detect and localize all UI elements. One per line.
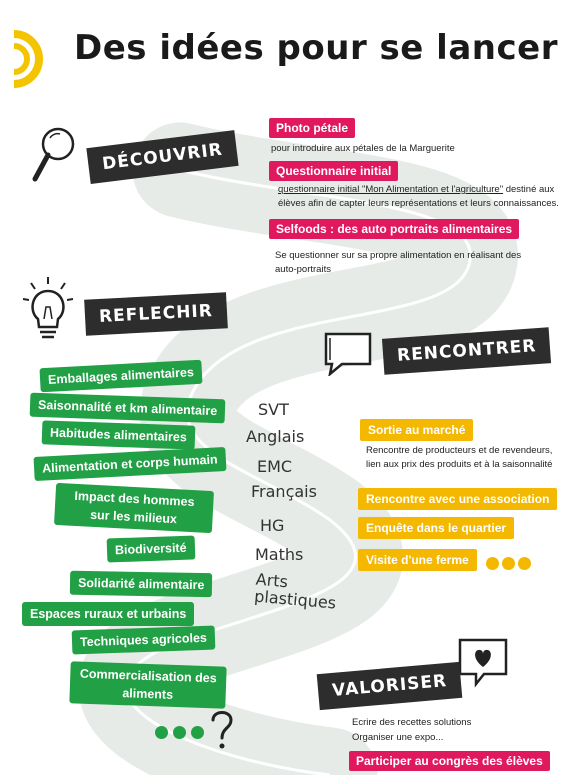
enquete-label: Enquête dans le quartier (358, 517, 514, 539)
more-dots-yellow (486, 557, 531, 575)
subject-francais: Français (251, 482, 317, 501)
subject-emc: EMC (257, 457, 293, 476)
selfoods-label: Selfoods : des auto portraits alimentaires (269, 219, 519, 239)
magnifier-icon (30, 124, 80, 186)
topic-espaces: Espaces ruraux et urbains (22, 602, 194, 626)
ferme-label: Visite d'une ferme (358, 549, 477, 571)
section-rencontrer: RENCONTRER (382, 327, 552, 375)
photo-petale-desc: pour introduire aux pétales de la Marguerite (271, 143, 455, 154)
subject-maths: Maths (255, 545, 304, 564)
questionnaire-desc: questionnaire initial "Mon Alimentation et l'agriculture" destiné aux élèves afin de capter leurs représentations et leurs connaissances. (278, 184, 559, 209)
heart-bubble-icon (454, 636, 512, 688)
section-decouvrir: DÉCOUVRIR (86, 130, 238, 184)
topic-impact-hommes: Impact des hommes sur les milieux (54, 483, 214, 533)
page-title: Des idées pour se lancer (74, 28, 558, 68)
question-mark-icon (207, 708, 237, 752)
questionnaire-link[interactable]: questionnaire initial "Mon Alimentation et l'agriculture" (278, 184, 504, 195)
subject-arts: Arts plastiques (253, 569, 337, 613)
section-valoriser: VALORISER (317, 662, 463, 710)
topic-habitudes: Habitudes alimentaires (42, 420, 196, 449)
congres-label: Participer au congrès des élèves (349, 751, 550, 771)
more-dots-green (155, 726, 204, 744)
speech-bubble-icon (318, 330, 376, 376)
subject-svt: SVT (258, 400, 289, 419)
topic-emballages: Emballages alimentaires (39, 360, 202, 392)
sortie-marche-label: Sortie au marché (360, 419, 473, 441)
topic-saisonnalite: Saisonnalité et km alimentaire (30, 393, 226, 424)
lightbulb-icon (20, 275, 76, 347)
questionnaire-label: Questionnaire initial (269, 161, 398, 181)
valoriser-expo: Organiser une expo... (352, 732, 444, 743)
topic-commercialisation: Commercialisation des aliments (69, 661, 226, 708)
topic-alimentation-corps: Alimentation et corps humain (34, 447, 227, 481)
valoriser-recettes: Ecrire des recettes solutions (352, 717, 472, 728)
association-label: Rencontre avec une association (358, 488, 557, 510)
subject-hg: HG (260, 516, 285, 535)
photo-petale-label: Photo pétale (269, 118, 355, 138)
topic-techniques: Techniques agricoles (72, 626, 216, 655)
sortie-marche-desc: Rencontre de producteurs et de revendeurs, lien aux prix des produits et à la saisonnalité (366, 445, 553, 470)
selfoods-desc: Se questionner sur sa propre alimentation en réalisant des auto-portraits (275, 250, 522, 275)
topic-solidarite: Solidarité alimentaire (70, 571, 213, 597)
logo-icon (0, 28, 52, 90)
topic-biodiversite: Biodiversité (107, 535, 195, 562)
section-reflechir: REFLECHIR (84, 292, 228, 335)
subject-anglais: Anglais (246, 427, 305, 446)
